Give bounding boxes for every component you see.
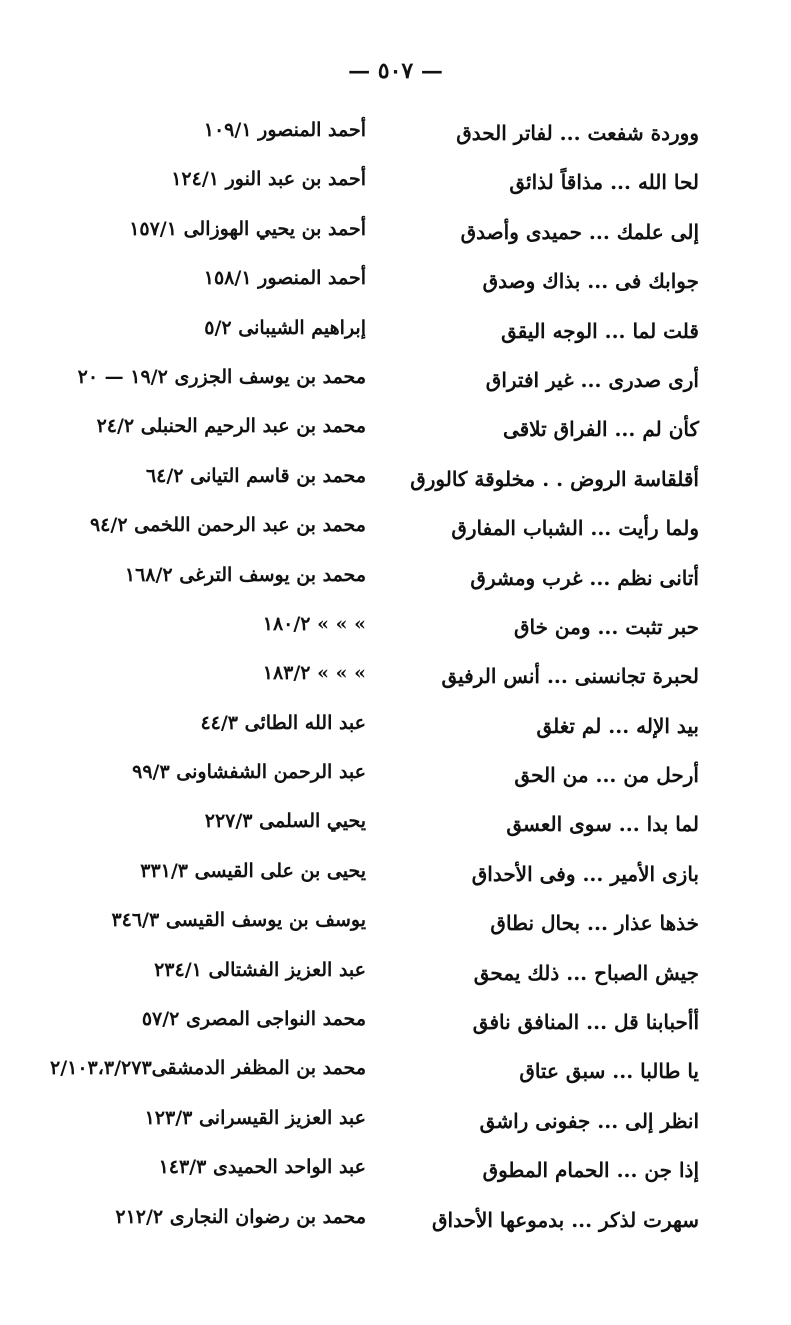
poet-reference: عبد الواحد الحميدى ١٤٣/٣ bbox=[158, 1156, 366, 1179]
verse-incipit: بيد الإله ... لم تغلق bbox=[536, 713, 699, 738]
index-row bbox=[0, 1051, 791, 1100]
index-row bbox=[0, 261, 791, 310]
index-row bbox=[0, 854, 791, 903]
verse-incipit: أرحل من ... من الحق bbox=[514, 763, 699, 788]
verse-incipit: جيش الصباح ... ذلك يمحق bbox=[473, 960, 699, 985]
index-row bbox=[0, 607, 791, 656]
index-row bbox=[0, 1002, 791, 1051]
poet-reference: أحمد المنصور ١٥٨/١ bbox=[203, 267, 366, 290]
index-row bbox=[0, 903, 791, 952]
poet-reference: محمد بن رضوان النجارى ٢١٢/٢ bbox=[115, 1205, 366, 1228]
poet-reference: عبد الرحمن الشفشاونى ٩٩/٣ bbox=[132, 761, 366, 784]
verse-incipit: انظر إلى ... جفونى راشق bbox=[479, 1108, 699, 1133]
verse-incipit: أقلقاسة الروض . . مخلوقة كالورق bbox=[410, 466, 699, 491]
index-row bbox=[0, 558, 791, 607]
verse-incipit: قلت لما ... الوجه اليقق bbox=[501, 318, 699, 343]
index-row bbox=[0, 1150, 791, 1199]
index-row bbox=[0, 459, 791, 508]
index-row bbox=[0, 706, 791, 755]
verse-incipit: لحا الله ... مذاقاً لذائق bbox=[509, 170, 699, 195]
index-row bbox=[0, 755, 791, 804]
poet-reference: أحمد بن يحيي الهوزالى ١٥٧/١ bbox=[129, 217, 366, 240]
poet-reference: يحيي السلمى ٢٢٧/٣ bbox=[204, 810, 366, 833]
verse-incipit: إذا جن ... الحمام المطوق bbox=[482, 1158, 699, 1183]
index-table bbox=[0, 113, 791, 1249]
poet-reference: عبد العزيز القيسرانى ١٢٣/٣ bbox=[144, 1106, 366, 1129]
poet-reference: محمد بن عبد الرحمن اللخمى ٩٤/٢ bbox=[89, 514, 366, 537]
index-row bbox=[0, 311, 791, 360]
verse-incipit: بازى الأمير ... وفى الأحداق bbox=[471, 861, 699, 886]
poet-reference: يحيى بن على القيسى ٣٣١/٣ bbox=[140, 859, 366, 882]
poet-reference: محمد بن يوسف الجزرى ١٩/٢ — ٢٠ bbox=[77, 365, 366, 388]
index-row bbox=[0, 656, 791, 705]
verse-incipit: يا طالبا ... سبق عتاق bbox=[519, 1059, 699, 1084]
poet-reference: محمد بن قاسم التيانى ٦٤/٢ bbox=[145, 464, 366, 487]
poet-reference: إبراهيم الشيبانى ٥/٢ bbox=[204, 316, 366, 339]
verse-incipit: أرى صدرى ... غير افتراق bbox=[485, 367, 699, 392]
index-row bbox=[0, 212, 791, 261]
verse-incipit: سهرت لذكر ... بدموعها الأحداق bbox=[432, 1207, 699, 1232]
index-row bbox=[0, 1101, 791, 1150]
poet-reference: » » » ١٨٣/٢ bbox=[262, 662, 366, 685]
index-row bbox=[0, 162, 791, 211]
verse-incipit: لما بدا ... سوى العسق bbox=[506, 812, 699, 837]
poet-reference: عبد الله الطائى ٤٤/٣ bbox=[200, 711, 366, 734]
poet-reference: أحمد بن عبد النور ١٢٤/١ bbox=[171, 168, 366, 191]
index-row bbox=[0, 409, 791, 458]
poet-reference: أحمد المنصور ١٠٩/١ bbox=[203, 119, 366, 141]
index-row bbox=[0, 113, 791, 162]
index-row bbox=[0, 360, 791, 409]
index-row bbox=[0, 508, 791, 557]
verse-incipit: حبر تثبت ... ومن خاق bbox=[513, 614, 699, 639]
index-row bbox=[0, 804, 791, 853]
verse-incipit: أأحبابنا قل ... المنافق نافق bbox=[472, 1010, 699, 1035]
verse-incipit: لحبرة تجانسنى ... أنس الرفيق bbox=[441, 664, 699, 689]
poet-reference: عبد العزيز الفشتالى ٢٣٤/١ bbox=[154, 958, 366, 981]
verse-incipit: خذها عذار ... بحال نطاق bbox=[490, 911, 699, 936]
poet-reference: محمد بن المظفر الدمشقى٢/١٠٣،٣/٢٧٣ bbox=[50, 1057, 366, 1080]
verse-incipit: كأن لم ... الفراق تلاقى bbox=[502, 417, 699, 442]
poet-reference: محمد بن عبد الرحيم الحنبلى ٢٤/٢ bbox=[96, 415, 366, 438]
index-row bbox=[0, 1200, 791, 1249]
verse-incipit: ولما رأيت ... الشباب المفارق bbox=[451, 516, 699, 541]
poet-reference: محمد بن يوسف الترغى ١٦٨/٢ bbox=[124, 563, 366, 586]
index-row bbox=[0, 953, 791, 1002]
verse-incipit: أتانى نظم ... غرب ومشرق bbox=[470, 565, 699, 590]
poet-reference: » » » ١٨٠/٢ bbox=[262, 612, 366, 635]
verse-incipit: إلى علمك ... حميدى وأصدق bbox=[460, 219, 699, 244]
verse-incipit: جوابك فى ... بذاك وصدق bbox=[482, 269, 699, 294]
poet-reference: يوسف بن يوسف القيسى ٣٤٦/٣ bbox=[111, 909, 366, 932]
poet-reference: محمد النواجى المصرى ٥٧/٢ bbox=[141, 1008, 366, 1031]
page-number: — ٥٠٧ — bbox=[348, 58, 443, 84]
verse-incipit: ووردة شفعت ... لفاتر الحدق bbox=[456, 121, 699, 145]
